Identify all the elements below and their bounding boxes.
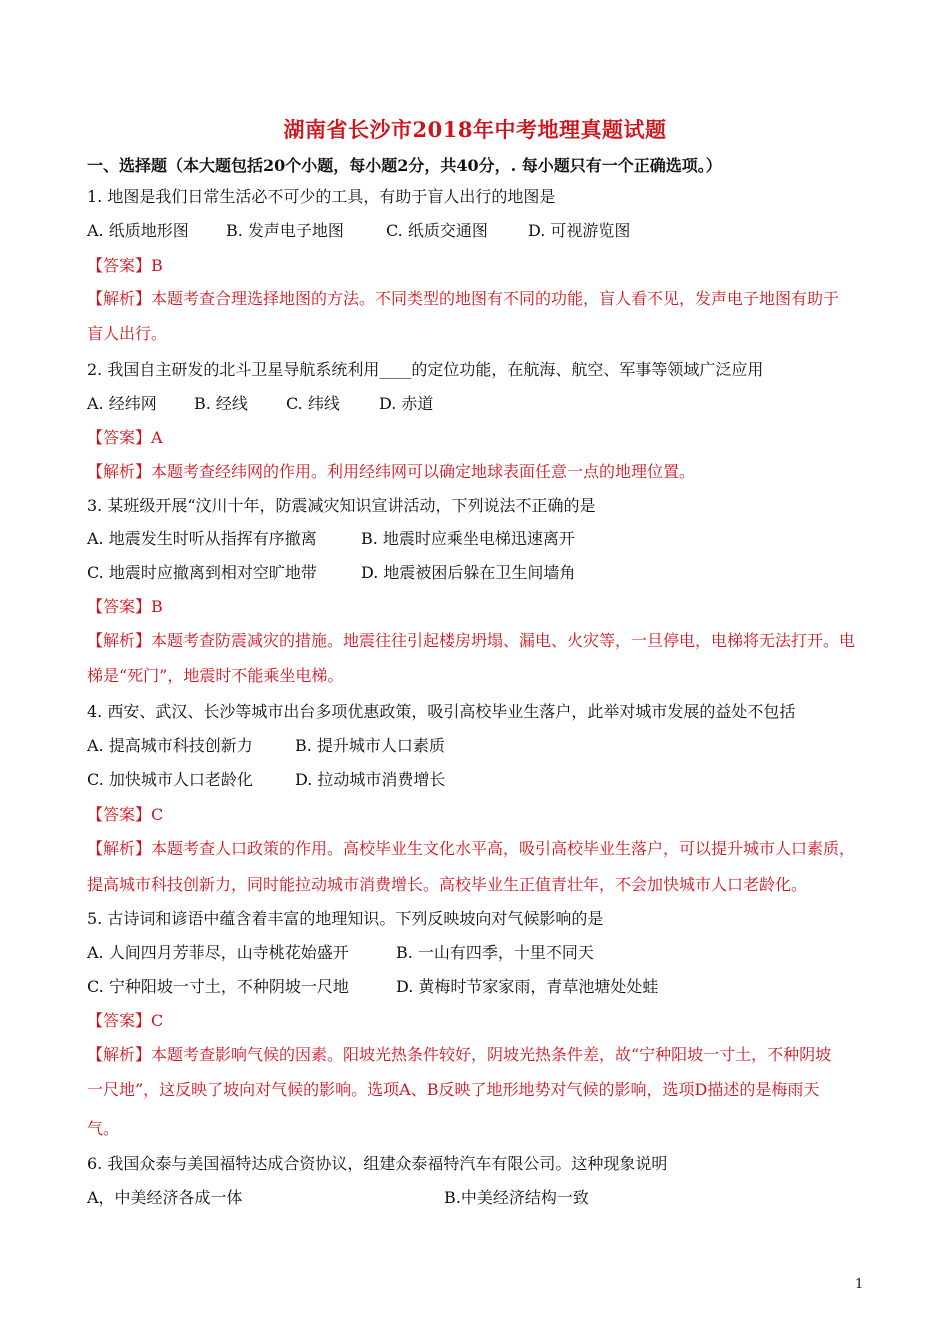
analysis-line: 气。 — [87, 1119, 120, 1138]
analysis-line: 一尺地”，这反映了坡向对气候的影响。选项A、B反映了地形地势对气候的影响，选项D描述的是梅雨天 — [87, 1080, 820, 1099]
document-title: 湖南省长沙市2018年中考地理真题试题 — [283, 117, 667, 142]
option: B. 提升城市人口素质 — [295, 736, 445, 755]
option: D. 黄梅时节家家雨，青草池塘处处蛙 — [396, 977, 659, 996]
options-row — [87, 393, 434, 415]
answer: 【答案】C — [87, 805, 164, 824]
option: C. 纸质交通图 — [386, 221, 488, 240]
option: A. 纸质地形图 — [87, 221, 189, 240]
analysis-line: 梯是“死门”，地震时不能乘坐电梯。 — [87, 666, 344, 685]
analysis-line: 提高城市科技创新力，同时能拉动城市消费增长。高校毕业生正值青壮年，不会加快城市人口老龄化。 — [87, 875, 808, 894]
answer: 【答案】B — [87, 597, 163, 616]
option: C. 地震时应撤离到相对空旷地带 — [87, 563, 317, 582]
options-row — [87, 976, 659, 998]
option: B. 发声电子地图 — [226, 221, 344, 240]
option: B. 一山有四季，十里不同天 — [396, 943, 594, 962]
option: C. 宁种阳坡一寸土，不种阴坡一尺地 — [87, 977, 349, 996]
option: A. 提高城市科技创新力 — [87, 736, 253, 755]
options-row — [87, 562, 576, 584]
option: A，中美经济各成一体 — [87, 1188, 243, 1207]
analysis-line: 【解析】本题考查防震减灾的措施。地震往往引起楼房坍塌、漏电、火灾等，一旦停电，电梯将无法打开。电 — [87, 631, 856, 650]
options-row — [87, 220, 631, 242]
question-stem: 1. 地图是我们日常生活必不可少的工具，有助于盲人出行的地图是 — [87, 187, 556, 206]
question-stem: 5. 古诗词和谚语中蕴含着丰富的地理知识。下列反映坡向对气候影响的是 — [87, 909, 604, 928]
option: B.中美经济结构一致 — [444, 1188, 589, 1207]
option: B. 地震时应乘坐电梯迅速离开 — [361, 529, 575, 548]
option: C. 加快城市人口老龄化 — [87, 770, 253, 789]
analysis-line: 【解析】本题考查影响气候的因素。阳坡光热条件较好，阴坡光热条件差，故“宁种阳坡一寸土，不种阴坡 — [87, 1045, 832, 1064]
option: D. 可视游览图 — [528, 221, 631, 240]
option: D. 拉动城市消费增长 — [295, 770, 446, 789]
question-stem: 6. 我国众泰与美国福特达成合资协议，组建众泰福特汽车有限公司。这种现象说明 — [87, 1154, 668, 1173]
analysis-line: 【解析】本题考查合理选择地图的方法。不同类型的地图有不同的功能，盲人看不见，发声电子地图有助于 — [87, 289, 840, 308]
analysis-line: 盲人出行。 — [87, 324, 168, 343]
section-heading: 一、选择题（本大题包括20个小题，每小题2分，共40分，. 每小题只有一个正确选项。） — [87, 156, 722, 175]
analysis-line: 【解析】本题考查人口政策的作用。高校毕业生文化水平高，吸引高校毕业生落户，可以提升城市人口素质， — [87, 839, 856, 858]
option: D. 赤道 — [379, 394, 434, 413]
option: A. 人间四月芳菲尽，山寺桃花始盛开 — [87, 943, 349, 962]
options-row — [87, 1187, 589, 1209]
page-number: 1 — [855, 1277, 864, 1292]
answer: 【答案】B — [87, 256, 163, 275]
option: D. 地震被困后躲在卫生间墙角 — [361, 563, 576, 582]
answer: 【答案】C — [87, 1011, 164, 1030]
answer: 【答案】A — [87, 428, 163, 447]
analysis-line: 【解析】本题考查经纬网的作用。利用经纬网可以确定地球表面任意一点的地理位置。 — [87, 462, 696, 481]
option: B. 经线 — [194, 394, 248, 413]
options-row — [87, 735, 445, 757]
options-row — [87, 528, 575, 550]
question-stem: 2. 我国自主研发的北斗卫星导航系统利用____的定位功能，在航海、航空、军事等领域广泛应用 — [87, 360, 764, 379]
question-stem: 4. 西安、武汉、长沙等城市出台多项优惠政策，吸引高校毕业生落户，此举对城市发展的益处不包括 — [87, 702, 796, 721]
question-stem: 3. 某班级开展“汶川十年，防震减灾知识宣讲活动，下列说法不正确的是 — [87, 496, 596, 515]
options-row — [87, 942, 594, 964]
option: C. 纬线 — [286, 394, 340, 413]
option: A. 经纬网 — [87, 394, 157, 413]
options-row — [87, 769, 446, 791]
option: A. 地震发生时听从指挥有序撤离 — [87, 529, 317, 548]
